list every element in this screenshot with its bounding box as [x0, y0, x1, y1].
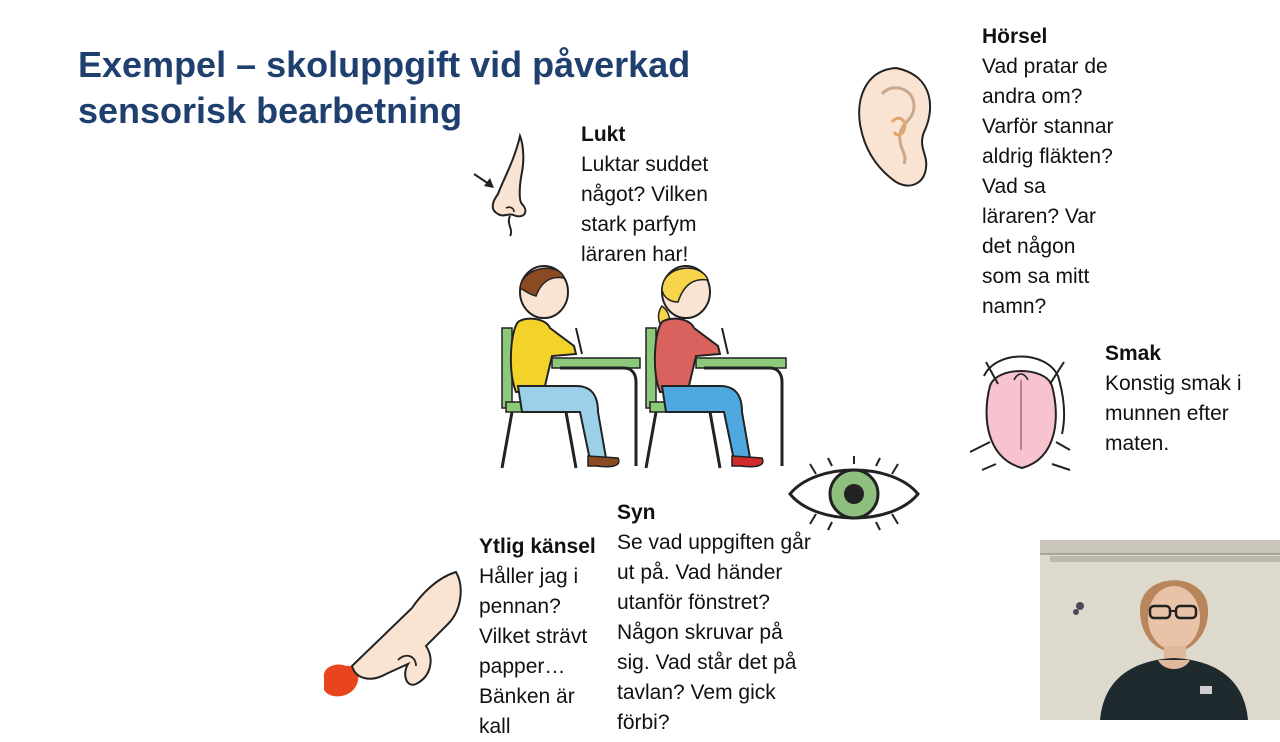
finger-icon [316, 566, 466, 706]
smak-heading: Smak [1105, 342, 1162, 365]
smak-text: Konstig smak i munnen efter maten. [1105, 372, 1242, 455]
smak-block [1105, 339, 1242, 459]
syn-heading: Syn [617, 501, 656, 524]
nose-icon [470, 132, 540, 242]
title-line-2: sensorisk bearbetning [78, 90, 463, 131]
syn-block [617, 498, 811, 738]
webcam-video-overlay [1040, 540, 1280, 720]
lukt-block [581, 120, 708, 270]
horsel-block [982, 22, 1114, 322]
ear-icon [852, 64, 942, 190]
title-line-1: Exempel – skoluppgift vid påverkad [78, 44, 691, 85]
horsel-text: Vad pratar de andra om? Varför stannar aldrig fläkten? Vad sa läraren? Var det någon som sa mitt namn? [982, 55, 1114, 318]
kansel-heading: Ytlig känsel [479, 535, 596, 558]
syn-text: Se vad uppgiften går ut på. Vad händer utanför fönstret? Någon skruvar på sig. Vad står det på tavlan? Vem gick förbi? [617, 531, 811, 734]
tongue-icon [966, 346, 1076, 476]
lukt-text: Luktar suddet något? Vilken stark parfym läraren har! [581, 153, 709, 266]
students-at-desks-illustration [496, 262, 792, 474]
presenter-video-feed [1040, 540, 1280, 720]
kansel-text: Håller jag i pennan? Vilket strävt papper… Bänken är kall [479, 565, 588, 738]
lukt-heading: Lukt [581, 123, 626, 146]
eye-icon [786, 456, 922, 532]
kansel-block [479, 532, 596, 742]
horsel-heading: Hörsel [982, 25, 1048, 48]
